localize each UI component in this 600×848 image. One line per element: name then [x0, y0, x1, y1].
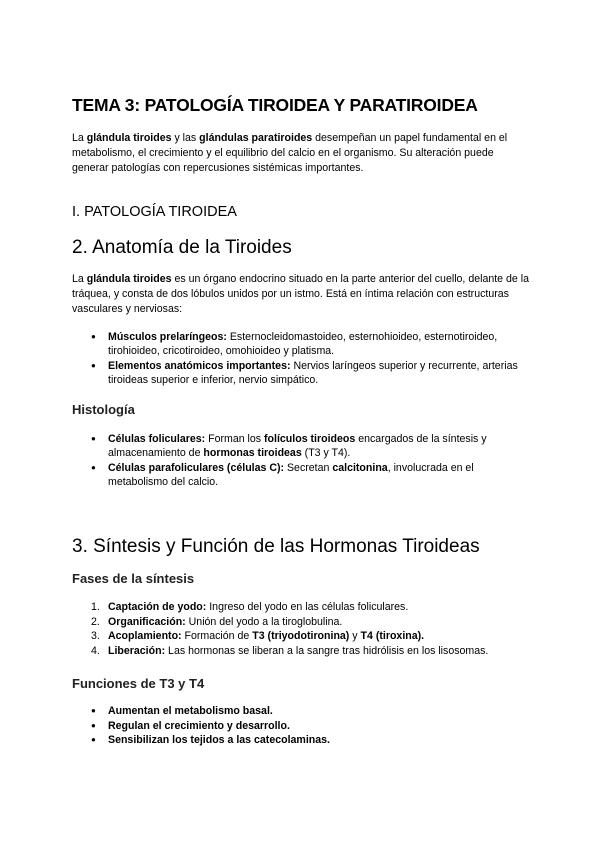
intro-text-2: y las — [171, 132, 200, 144]
document-title: TEMA 3: PATOLOGÍA TIROIDEA Y PARATIROIDEA — [72, 95, 478, 115]
list-item-text: Forman los — [205, 433, 265, 445]
list-item-bold: T4 (tiroxina). — [360, 630, 425, 643]
list-item-text: , involucrada en el metabolismo del calcio. — [108, 461, 474, 489]
list-item-bold: Músculos prelaríngeos: — [108, 331, 227, 343]
list-item-number: 4. — [91, 645, 100, 658]
intro-bold-2: glándulas paratiroides — [199, 132, 313, 144]
phases-list — [91, 600, 531, 659]
list-item-number: 2. — [91, 615, 100, 628]
list-item-text: Unión del yodo a la tiroglobulina. — [185, 615, 343, 628]
histology-list — [91, 432, 531, 490]
list-item-bold: Elementos anatómicos importantes: — [108, 359, 291, 372]
list-item-text: Las hormonas se liberan a la sangre tras hidrólisis en los lisosomas. — [165, 645, 489, 658]
intro-paragraph — [72, 131, 532, 176]
list-item-text: y — [349, 630, 361, 643]
list-item-bold: hormonas tiroideas — [203, 447, 302, 460]
anatomy-text-2: es un órgano endocrino situado en la parte anterior del cuello, delante de la tráquea, y consta de dos lóbulos unidos por un istmo. Está en íntima relación con estructuras vasculares y nerviosas: — [72, 273, 529, 315]
list-item-text: Nervios laríngeos superior y recurrente, arterias tiroideas superior e inferior, nervio simpático. — [108, 359, 518, 387]
list-item-text: (T3 y T4). — [301, 447, 351, 460]
list-item — [91, 704, 531, 719]
list-item-text: Formación de — [181, 630, 253, 643]
functions-list — [91, 704, 531, 748]
list-item-text: encargados de la síntesis y almacenamiento de — [108, 433, 487, 460]
list-item-bold: folículos tiroideos — [264, 433, 356, 445]
intro-bold-1: glándula tiroides — [86, 132, 172, 144]
list-item — [91, 615, 531, 630]
intro-text-3: desempeñan un papel fundamental en el metabolismo, el crecimiento y el equilibrio del calcio en el organismo. Su alteración puede generar patologías con repercusiones sistémicas importantes. — [72, 132, 508, 174]
list-item — [91, 644, 531, 659]
list-item — [91, 330, 531, 359]
list-item-bold: Células foliculares: — [108, 433, 206, 445]
list-item — [91, 461, 531, 490]
phases-heading: Fases de la síntesis — [72, 571, 195, 586]
list-item — [91, 719, 531, 734]
list-item-bold: calcitonina — [332, 461, 388, 474]
list-item — [91, 359, 531, 388]
list-item-text: Ingreso del yodo en las células foliculares. — [206, 601, 409, 613]
list-item-bold: Sensibilizan los tejidos a las catecolaminas. — [108, 734, 330, 747]
list-item-bold: T3 (triyodotironina) — [252, 630, 350, 643]
anatomy-paragraph — [72, 272, 532, 317]
list-item — [91, 432, 531, 461]
list-item-text: Esternocleidomastoideo, esternohioideo, esternotiroideo, tirohioideo, cricotiroideo, omohioideo y platisma. — [108, 331, 498, 358]
list-item — [91, 629, 531, 644]
list-item — [91, 733, 531, 748]
intro-text-1: La — [72, 132, 87, 144]
list-item-bold: Aumentan el metabolismo basal. — [108, 705, 273, 717]
section-3-heading: 3. Síntesis y Función de las Hormonas Tiroideas — [72, 536, 480, 557]
list-item-text: Secretan — [284, 461, 333, 474]
list-item-number: 1. — [91, 601, 100, 613]
list-item-number: 3. — [91, 630, 100, 643]
anatomy-list — [91, 330, 531, 388]
list-item-bold: Acoplamiento: — [108, 630, 182, 643]
list-item-bold: Regulan el crecimiento y desarrollo. — [108, 719, 290, 732]
list-item — [91, 600, 531, 615]
section-2-heading: 2. Anatomía de la Tiroides — [72, 237, 292, 258]
anatomy-bold-1: glándula tiroides — [86, 273, 172, 285]
list-item-bold: Organificación: — [108, 615, 186, 628]
histology-heading: Histología — [72, 402, 135, 417]
section-1-heading: I. PATOLOGÍA TIROIDEA — [72, 204, 237, 220]
list-item-bold: Captación de yodo: — [108, 601, 207, 613]
list-item-bold: Liberación: — [108, 645, 166, 658]
functions-heading: Funciones de T3 y T4 — [72, 676, 205, 691]
list-item-bold: Células parafoliculares (células C): — [108, 461, 285, 474]
anatomy-text-1: La — [72, 273, 87, 285]
